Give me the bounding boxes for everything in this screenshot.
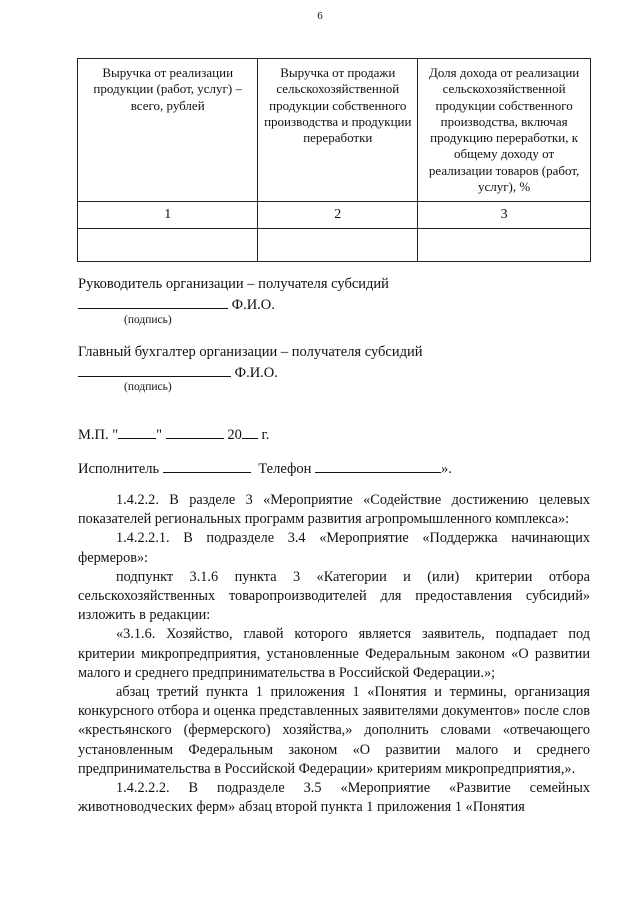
column-number-1: 1 — [78, 202, 258, 229]
signature-blank[interactable] — [78, 294, 228, 309]
column-number-2: 2 — [258, 202, 418, 229]
table-empty-row — [78, 228, 591, 261]
page-number: 6 — [317, 10, 323, 22]
table-header-row — [78, 59, 591, 202]
accountant-signature-line — [78, 362, 278, 382]
phone-end: ». — [440, 461, 452, 477]
paragraph-1-4-2-2-1: 1.4.2.2.1. В подразделе 3.4 «Мероприятие «Поддержка начинающих фермеров»: — [78, 530, 590, 566]
empty-cell — [418, 228, 591, 261]
report-table — [77, 58, 591, 262]
month-blank[interactable] — [166, 424, 224, 439]
stamp-date-line — [78, 424, 269, 444]
empty-cell — [78, 228, 258, 261]
header-cell-revenue-total: Выручка от реализации продукции (работ, услуг) – всего, рублей — [78, 59, 258, 202]
header-cell-revenue-agri: Выручка от продажи сельскохозяйственной продукции собственного производства и продукции переработки — [258, 59, 418, 202]
year-blank[interactable] — [242, 424, 258, 439]
amendment-text — [78, 491, 590, 817]
head-signature-caption: (подпись) — [124, 314, 172, 326]
accountant-signature-label: Главный бухгалтер организации – получателя субсидий — [78, 344, 423, 360]
head-signature-line — [78, 294, 275, 314]
paragraph-annex-1: абзац третий пункта 1 приложения 1 «Понятия и термины, организация конкурсного отбора и оценка представленных заявителями документов» после слов «крестьянского (фермерского) хозяйства,» дополнить словами «отвечающего установленным Федеральным законом «О развитии малого и среднего предпринимательства в Российской Федерации» критериям микропредприятия,». — [78, 684, 590, 777]
paragraph-1-4-2-2-2: 1.4.2.2.2. В подразделе 3.5 «Мероприятие «Развитие семейных животноводческих ферм» абзац второй пункта 1 приложения 1 «Понятия — [78, 780, 590, 816]
year-prefix: 20 — [227, 427, 242, 443]
stamp-label: М.П. " — [78, 427, 119, 443]
head-signature-label: Руководитель организации – получателя субсидий — [78, 276, 389, 292]
phone-label: Телефон — [258, 461, 312, 477]
paragraph-1-4-2-2: 1.4.2.2. В разделе 3 «Мероприятие «Содействие достижению целевых показателей региональных программ развития агропромышленного комплекса»: — [78, 492, 590, 528]
executor-blank[interactable] — [163, 458, 251, 473]
accountant-fio: Ф.И.О. — [234, 365, 278, 381]
paragraph-subclause-3-1-6: подпункт 3.1.6 пункта 3 «Категории и (или) критерии отбора сельскохозяйственных товаропроизводителей для предоставления субсидий» изложить в редакции: — [78, 568, 590, 624]
paragraph-quote-3-1-6: «3.1.6. Хозяйство, главой которого является заявитель, подпадает под критерии микропредприятия, установленные Федеральным законом «О развитии малого и среднего предпринимательства в Российской Федерации.»; — [78, 626, 590, 681]
accountant-signature-caption: (подпись) — [124, 381, 172, 393]
day-blank[interactable] — [118, 424, 156, 439]
year-suffix: г. — [257, 427, 270, 443]
quote-mark: " — [156, 427, 163, 443]
empty-cell — [258, 228, 418, 261]
executor-label: Исполнитель — [78, 461, 160, 477]
head-fio: Ф.И.О. — [231, 297, 275, 313]
table-number-row — [78, 202, 591, 229]
executor-line — [78, 458, 452, 478]
header-cell-income-share: Доля дохода от реализации сельскохозяйственной продукции собственного производства, включая продукцию переработки, к общему доходу от реализации товаров (работ, услуг), % — [418, 59, 591, 202]
signature-blank[interactable] — [78, 362, 231, 377]
phone-blank[interactable] — [315, 458, 441, 473]
column-number-3: 3 — [418, 202, 591, 229]
